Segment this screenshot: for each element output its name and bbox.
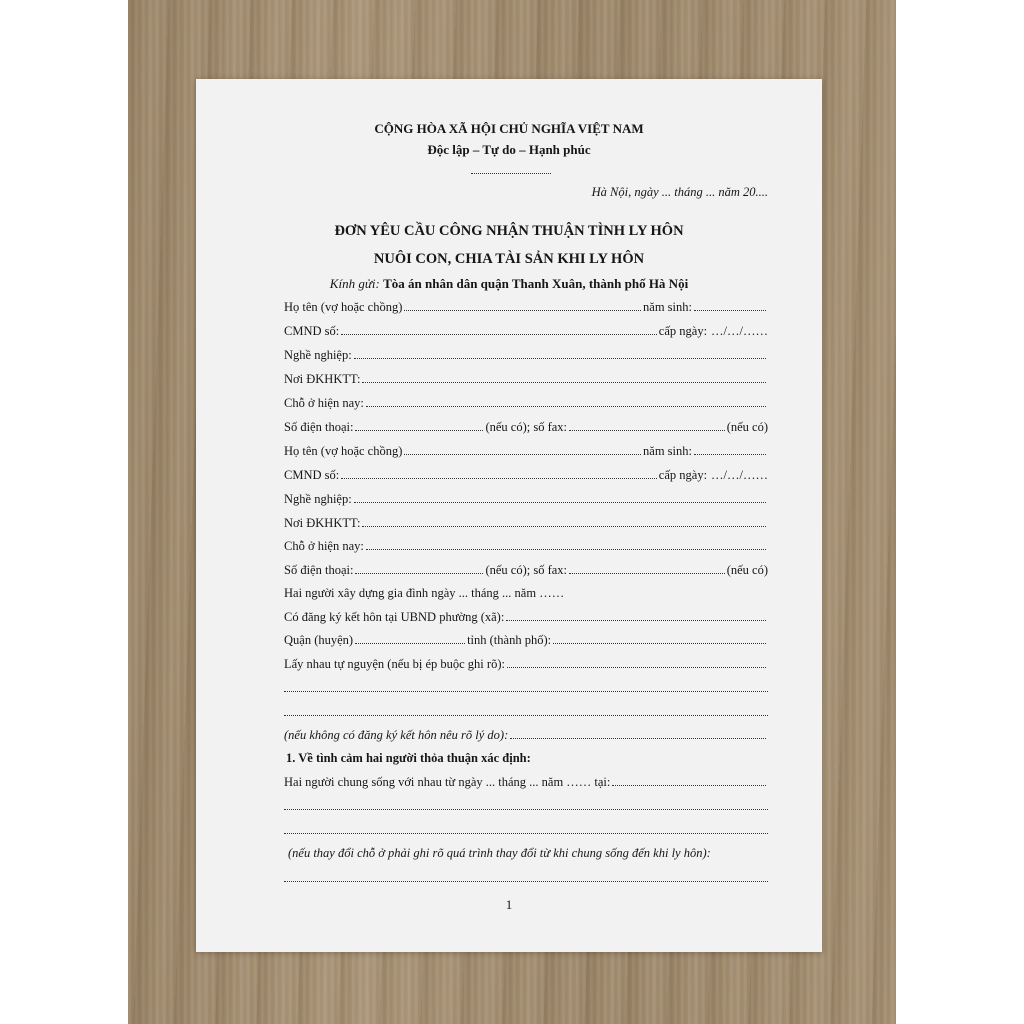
no-registration-field bbox=[284, 727, 768, 743]
person2-fax-label: (nếu có); số fax: bbox=[485, 563, 568, 577]
no-registration-blank[interactable] bbox=[510, 727, 766, 739]
person2-occupation-label: Nghề nghiệp: bbox=[284, 492, 352, 506]
person1-residence-blank[interactable] bbox=[362, 371, 766, 383]
document-page bbox=[196, 79, 822, 952]
voluntary-extra-line-1[interactable] bbox=[284, 690, 768, 692]
cohabit-extra-line-2[interactable] bbox=[284, 832, 768, 834]
person1-name-blank[interactable] bbox=[404, 299, 641, 311]
person1-fax-blank[interactable] bbox=[569, 419, 725, 431]
voluntary-field bbox=[284, 656, 768, 672]
change-extra-line[interactable] bbox=[284, 880, 768, 882]
person2-id-field bbox=[284, 467, 768, 483]
voluntary-extra-line-2[interactable] bbox=[284, 714, 768, 716]
voluntary-blank[interactable] bbox=[507, 656, 766, 668]
person1-id-blank[interactable] bbox=[341, 323, 657, 335]
person2-address-label: Chỗ ở hiện nay: bbox=[284, 539, 364, 553]
person2-residence-blank[interactable] bbox=[362, 515, 766, 527]
cohabit-extra-line-1[interactable] bbox=[284, 808, 768, 810]
person1-issue-label: cấp ngày: bbox=[658, 324, 708, 338]
person2-birth-blank[interactable] bbox=[694, 443, 766, 455]
date-line: Hà Nội, ngày ... tháng ... năm 20.... bbox=[591, 185, 768, 199]
document-title-line1: ĐƠN YÊU CẦU CÔNG NHẬN THUẬN TÌNH LY HÔN bbox=[334, 223, 684, 239]
person1-id-field bbox=[284, 323, 768, 339]
person2-phone-blank[interactable] bbox=[355, 562, 483, 574]
person2-issue-blank[interactable]: …/…/…… bbox=[711, 468, 768, 482]
national-motto: Độc lập – Tự do – Hạnh phúc bbox=[427, 142, 591, 157]
person2-occupation-blank[interactable] bbox=[354, 491, 766, 503]
person2-name-label: Họ tên (vợ hoặc chồng) bbox=[284, 444, 403, 458]
person1-name-label: Họ tên (vợ hoặc chồng) bbox=[284, 300, 403, 314]
person2-id-label: CMND số: bbox=[284, 468, 340, 482]
registration-label: Có đăng ký kết hôn tại UBND phường (xã): bbox=[284, 610, 505, 624]
person2-occupation-field bbox=[284, 491, 768, 507]
person1-birth-label: năm sinh: bbox=[643, 300, 692, 314]
person2-phone-field bbox=[284, 562, 768, 578]
person2-phone-label: Số điện thoại: bbox=[284, 563, 354, 577]
person1-residence-field bbox=[284, 371, 768, 387]
person1-birth-blank[interactable] bbox=[694, 299, 766, 311]
person2-issue-label: cấp ngày: bbox=[658, 468, 708, 482]
district-blank[interactable] bbox=[355, 632, 465, 644]
person1-phone-blank[interactable] bbox=[355, 419, 483, 431]
registration-blank[interactable] bbox=[506, 609, 766, 621]
person2-fax-blank[interactable] bbox=[569, 562, 725, 574]
person1-address-blank[interactable] bbox=[366, 395, 766, 407]
person2-address-blank[interactable] bbox=[366, 538, 766, 550]
person1-address-field bbox=[284, 395, 768, 411]
person2-residence-field bbox=[284, 515, 768, 531]
person1-occupation-field bbox=[284, 347, 768, 363]
family-date-text: Hai người xây dựng gia đình ngày ... tháng ... năm …… bbox=[284, 586, 565, 600]
person1-issue-blank[interactable]: …/…/…… bbox=[711, 324, 768, 338]
person2-birth-label: năm sinh: bbox=[643, 444, 692, 458]
recipient-court: Tòa án nhân dân quận Thanh Xuân, thành phố Hà Nội bbox=[383, 276, 689, 291]
person1-fax-suffix: (nếu có) bbox=[726, 420, 768, 434]
province-label: tỉnh (thành phố): bbox=[467, 633, 552, 647]
recipient-prefix: Kính gửi: bbox=[329, 276, 380, 291]
person2-id-blank[interactable] bbox=[341, 467, 657, 479]
province-blank[interactable] bbox=[553, 632, 766, 644]
person2-residence-label: Nơi ĐKHKTT: bbox=[284, 516, 361, 530]
header-divider bbox=[471, 173, 551, 174]
document-title-line2: NUÔI CON, CHIA TÀI SẢN KHI LY HÔN bbox=[373, 251, 645, 267]
cohabit-label: Hai người chung sống với nhau từ ngày ... tháng ... năm …… tại: bbox=[284, 775, 611, 789]
person1-name-field bbox=[284, 299, 768, 315]
person2-name-blank[interactable] bbox=[404, 443, 641, 455]
person2-fax-suffix: (nếu có) bbox=[726, 563, 768, 577]
voluntary-label: Lấy nhau tự nguyện (nếu bị ép buộc ghi rõ): bbox=[284, 657, 505, 671]
change-note: (nếu thay đổi chỗ ở phải ghi rõ quá trình thay đổi từ khi chung sống đến khi ly hôn): bbox=[288, 846, 711, 860]
registration-field bbox=[284, 609, 768, 625]
recipient-line bbox=[196, 276, 822, 292]
person1-phone-label: Số điện thoại: bbox=[284, 420, 354, 434]
person2-name-field bbox=[284, 443, 768, 459]
cohabit-field bbox=[284, 774, 768, 790]
district-province-field bbox=[284, 632, 768, 648]
person1-occupation-label: Nghề nghiệp: bbox=[284, 348, 352, 362]
family-date-line bbox=[284, 585, 768, 601]
person1-occupation-blank[interactable] bbox=[354, 347, 766, 359]
person2-address-field bbox=[284, 538, 768, 554]
section1-heading: 1. Về tình cảm hai người thỏa thuận xác định: bbox=[286, 751, 531, 765]
national-title: CỘNG HÒA XÃ HỘI CHỦ NGHĨA VIỆT NAM bbox=[374, 121, 644, 136]
district-label: Quận (huyện) bbox=[284, 633, 354, 647]
page-number: 1 bbox=[505, 897, 513, 912]
person1-id-label: CMND số: bbox=[284, 324, 340, 338]
person1-residence-label: Nơi ĐKHKTT: bbox=[284, 372, 361, 386]
person1-address-label: Chỗ ở hiện nay: bbox=[284, 396, 364, 410]
person1-phone-field bbox=[284, 419, 768, 435]
person1-fax-label: (nếu có); số fax: bbox=[485, 420, 568, 434]
cohabit-blank[interactable] bbox=[612, 774, 766, 786]
no-registration-label: (nếu không có đăng ký kết hôn nêu rõ lý do): bbox=[284, 728, 509, 742]
